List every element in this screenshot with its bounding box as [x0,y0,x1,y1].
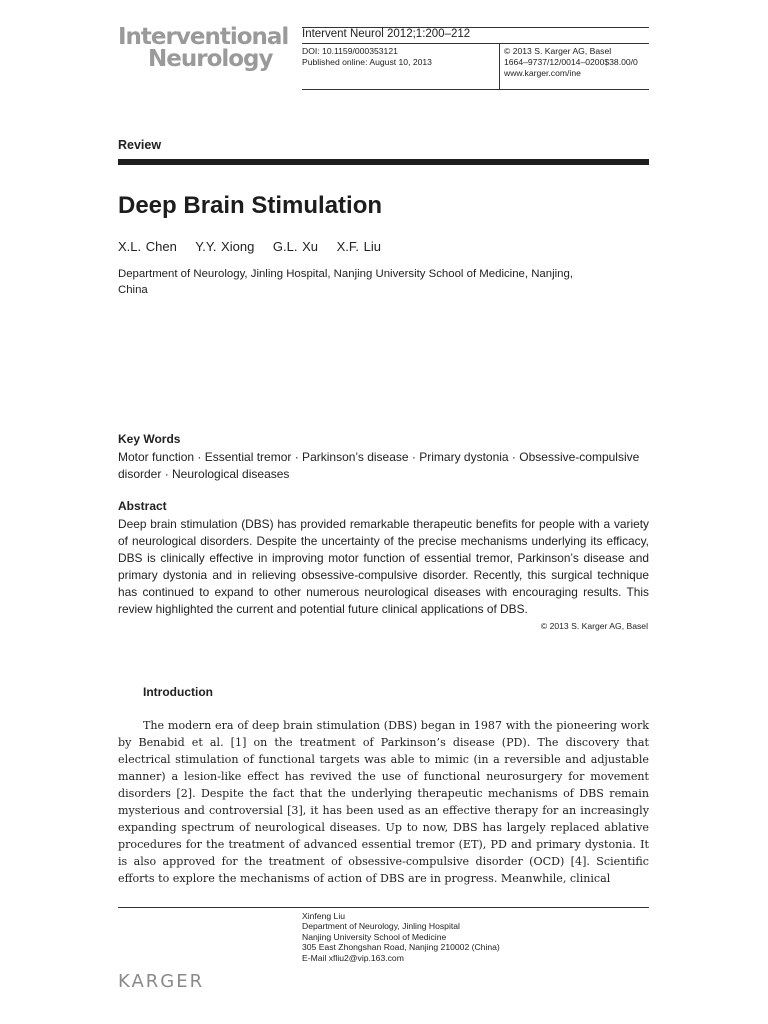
keywords-heading: Key Words [118,432,181,446]
abstract-heading: Abstract [118,499,167,513]
header-bottom-rule [302,89,649,90]
author: Y.Y. Xiong [195,239,255,254]
correspondence-email[interactable]: E-Mail xfliu2@vip.163.com [302,952,404,963]
journal-logo [118,26,288,70]
published-date: Published online: August 10, 2013 [302,57,432,67]
website-link[interactable]: www.karger.com/ine [504,68,581,78]
section-label: Review [118,138,162,152]
author: X.L. Chen [118,239,177,254]
correspondence-dept: Department of Neurology, Jinling Hospital [302,921,460,932]
logo-line-1: Interventional [118,24,289,50]
footer-rule [118,907,649,908]
introduction-heading: Introduction [143,685,213,699]
header-divider [499,43,500,89]
correspondence-block [302,911,500,963]
header-copyright: © 2013 S. Karger AG, Basel [504,46,612,56]
correspondence-name: Xinfeng Liu [302,911,346,921]
doi: DOI: 10.1159/000353121 [302,46,398,56]
header-mid-rule [302,43,649,44]
rights-meta [504,46,638,79]
citation: Intervent Neurol 2012;1:200–212 [302,28,471,40]
introduction-body [118,717,649,887]
publisher-logo: KARGER [118,971,205,992]
author: X.F. Liu [336,239,381,254]
abstract-text: Deep brain stimulation (DBS) has provided remarkable therapeutic benefits for people with a variety of neurological disorders. Despite the uncertainty of the precise mechanisms underlying its efficacy, DBS is clinically effective in improving motor function of essential tremor, Parkinson’s disease and primary dystonia and in relieving obsessive-compulsive disorder. Recently, this surgical technique has continued to expand to other numerous neurological diseases with encouraging results. This review highlighted the current and potential future clinical applications of DBS. [118,517,649,616]
logo-line-2: Neurology [148,46,273,72]
correspondence-school: Nanjing University School of Medicine [302,931,447,942]
affiliation: Department of Neurology, Jinling Hospital, Nanjing University School of Medicine, Nanjing, China [118,268,574,296]
author: G.L. Xu [272,239,318,254]
author-list [118,239,395,254]
publication-meta [302,46,432,68]
abstract-copyright: © 2013 S. Karger AG, Basel [540,621,648,631]
article-title: Deep Brain Stimulation [118,192,383,219]
keywords-text: Motor function · Essential tremor · Parkinson’s disease · Primary dystonia · Obsessive-compulsive disorder · Neurological diseases [118,450,640,481]
correspondence-address: 305 East Zhongshan Road, Nanjing 210002 (China) [302,942,500,953]
issn: 1664–9737/12/0014–0200$38.00/0 [504,57,638,67]
section-rule [118,159,649,165]
introduction-paragraph: The modern era of deep brain stimulation (DBS) began in 1987 with the pioneering work by Benabid et al. [1] on the treatment of Parkinson’s disease (PD). The discovery that electrical stimulation of functional targets was able to mimic (in a reversible and adjustable manner) a lesion-like effect has revived the use of functional neurosurgery for movement disorders [2]. Despite the fact that the underlying therapeutic mechanisms of DBS remain mysterious and controversial [3], it has been used as an effective therapy for an increasingly expanding spectrum of neurological diseases. Up to now, DBS has largely replaced ablative procedures for the treatment of advanced essential tremor (ET), PD and primary dystonia. It is also approved for the treatment of obsessive-compulsive disorder (OCD) [4]. Scientific efforts to explore the mechanisms of action of DBS are in progress. Meanwhile, clinical [118,719,649,885]
